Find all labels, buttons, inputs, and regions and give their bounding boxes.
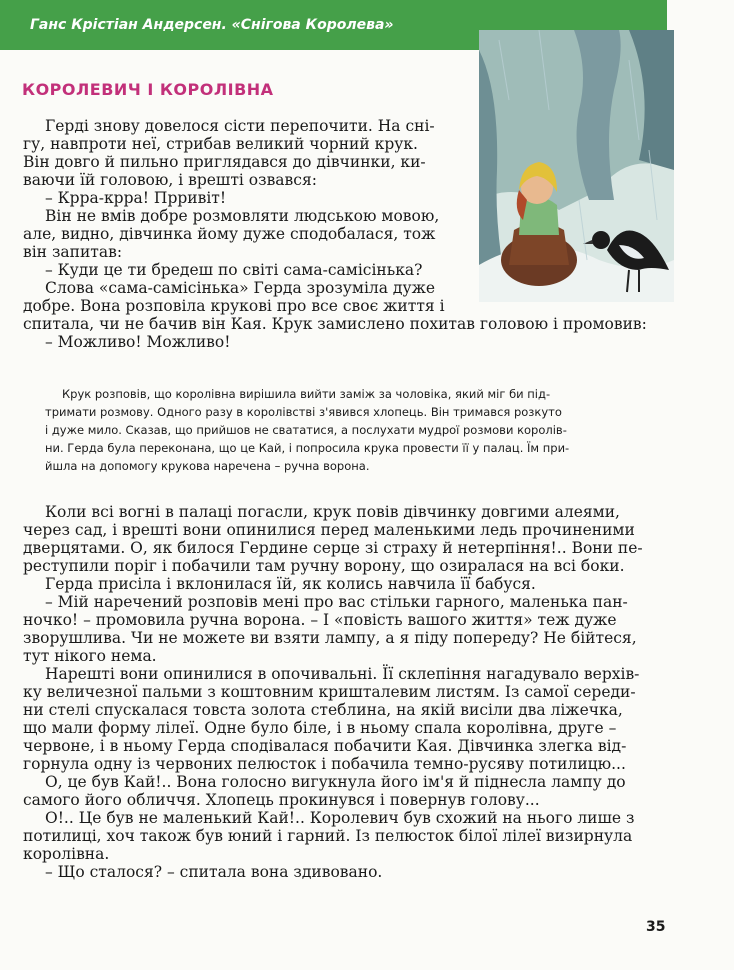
text-line: тримати розмову. Одного разу в королівстві з'явився хлопець. Він тримався розкуто — [45, 405, 562, 419]
text-line: Коли всі вогні в палаці погасли, крук повів дівчинку довгими алеями, — [45, 503, 620, 521]
text-line: спитала, чи не бачив він Кая. Крук замислено похитав головою і промовив: — [23, 315, 647, 333]
intro-paragraph-5 — [23, 279, 647, 333]
summary-block — [45, 385, 570, 475]
intro-paragraph-1 — [23, 117, 435, 189]
text-line: О!.. Це був не маленький Кай!.. Королевич був схожий на нього лише з — [45, 809, 635, 827]
main-paragraph-1 — [23, 503, 643, 575]
main-paragraph-4 — [23, 665, 640, 773]
intro-paragraph-2 — [45, 189, 226, 207]
chapter-title: КОРОЛЕВИЧ І КОРОЛІВНА — [22, 80, 274, 99]
text-line: тут нікого нема. — [23, 647, 157, 665]
page-number: 35 — [646, 919, 666, 935]
text-line: Він довго й пильно приглядався до дівчинки, ки- — [23, 153, 426, 171]
text-line: добре. Вона розповіла крукові про все своє життя і — [23, 297, 445, 315]
text-line: ночко! – промовила ручна ворона. – І «повість вашого життя» теж дуже — [23, 611, 617, 629]
text-line: Нарешті вони опинилися в опочивальні. Її склепіння нагадувало верхів- — [45, 665, 640, 683]
main-paragraph-6 — [23, 809, 635, 863]
text-line: він запитав: — [23, 243, 123, 261]
text-line: ни стелі спускалася товста золота стеблина, на якій висіли два ліжечка, — [23, 701, 623, 719]
text-line: через сад, і врешті вони опинилися перед маленькими ледь прочиненими — [23, 521, 635, 539]
text-line: Він не вмів добре розмовляти людською мовою, — [45, 207, 440, 225]
intro-paragraph-6 — [45, 333, 230, 351]
text-line: ваючи їй головою, і врешті озвався: — [23, 171, 317, 189]
text-line: – Мій наречений розповів мені про вас стільки гарного, маленька пан- — [45, 593, 628, 611]
text-line: горнула одну із червоних пелюсток і побачила темно-русяву потилицю... — [23, 755, 626, 773]
text-line: – Можливо! Можливо! — [45, 333, 231, 351]
text-line: Герда присіла і вклонилася їй, як колись навчила її бабуся. — [45, 575, 536, 593]
text-line: – Куди це ти бредеш по світі сама-самісінька? — [45, 261, 423, 279]
text-line: Герді знову довелося сісти перепочити. На сні- — [45, 117, 435, 135]
text-line: ни. Герда була переконана, що це Кай, і попросила крука провести її у палац. Їм при- — [45, 441, 570, 455]
text-line: ку величезної пальми з коштовним кришталевим листям. Із самої середи- — [23, 683, 636, 701]
intro-paragraph-4 — [45, 261, 422, 279]
text-line: гу, навпроти неї, стрибав великий чорний крук. — [23, 135, 418, 153]
girl-and-crow-illustration — [479, 30, 674, 302]
text-line: дверцятами. О, як билося Гердине серце зі страху й нетерпіння!.. Вони пе- — [23, 539, 643, 557]
intro-paragraph-3 — [23, 207, 440, 261]
text-line: червоне, і в ньому Герда сподівалася побачити Кая. Дівчинка злегка від- — [23, 737, 627, 755]
text-line: і дуже мило. Сказав, що прийшов не свататися, а послухати мудрої розмови королів- — [45, 423, 567, 437]
text-line: але, видно, дівчинка йому дуже сподобалася, тож — [23, 225, 436, 243]
text-line: зворушлива. Чи не можете ви взяти лампу, а я піду попереду? Не бійтеся, — [23, 629, 637, 647]
text-line: – Що сталося? – спитала вона здивовано. — [45, 863, 383, 881]
main-paragraph-7 — [45, 863, 382, 881]
text-line: Слова «сама-самісінька» Герда зрозуміла дуже — [45, 279, 436, 297]
text-line: потилиці, хоч також був юний і гарний. Із пелюсток білої лілеї визирнула — [23, 827, 633, 845]
text-line: королівна. — [23, 845, 110, 863]
text-line: йшла на допомогу крукова наречена – ручна ворона. — [45, 459, 370, 473]
text-line: що мали форму лілеї. Одне було біле, і в ньому спала королівна, друге – — [23, 719, 617, 737]
text-line: реступили поріг і побачили там ручну ворону, що озиралася на всі боки. — [23, 557, 625, 575]
text-line: Крук розповів, що королівна вирішила вийти заміж за чоловіка, який міг би під- — [62, 387, 551, 401]
text-line: – Крра-крра! Прривіт! — [45, 189, 227, 207]
header-title: Ганс Крістіан Андерсен. «Снігова Королева» — [30, 17, 394, 33]
main-paragraph-3 — [23, 593, 637, 665]
text-line: самого його обличчя. Хлопець прокинувся і повернув голову... — [23, 791, 540, 809]
main-paragraph-5 — [23, 773, 626, 809]
text-line: О, це був Кай!.. Вона голосно вигукнула його ім'я й піднесла лампу до — [45, 773, 626, 791]
main-paragraph-2 — [45, 575, 536, 593]
